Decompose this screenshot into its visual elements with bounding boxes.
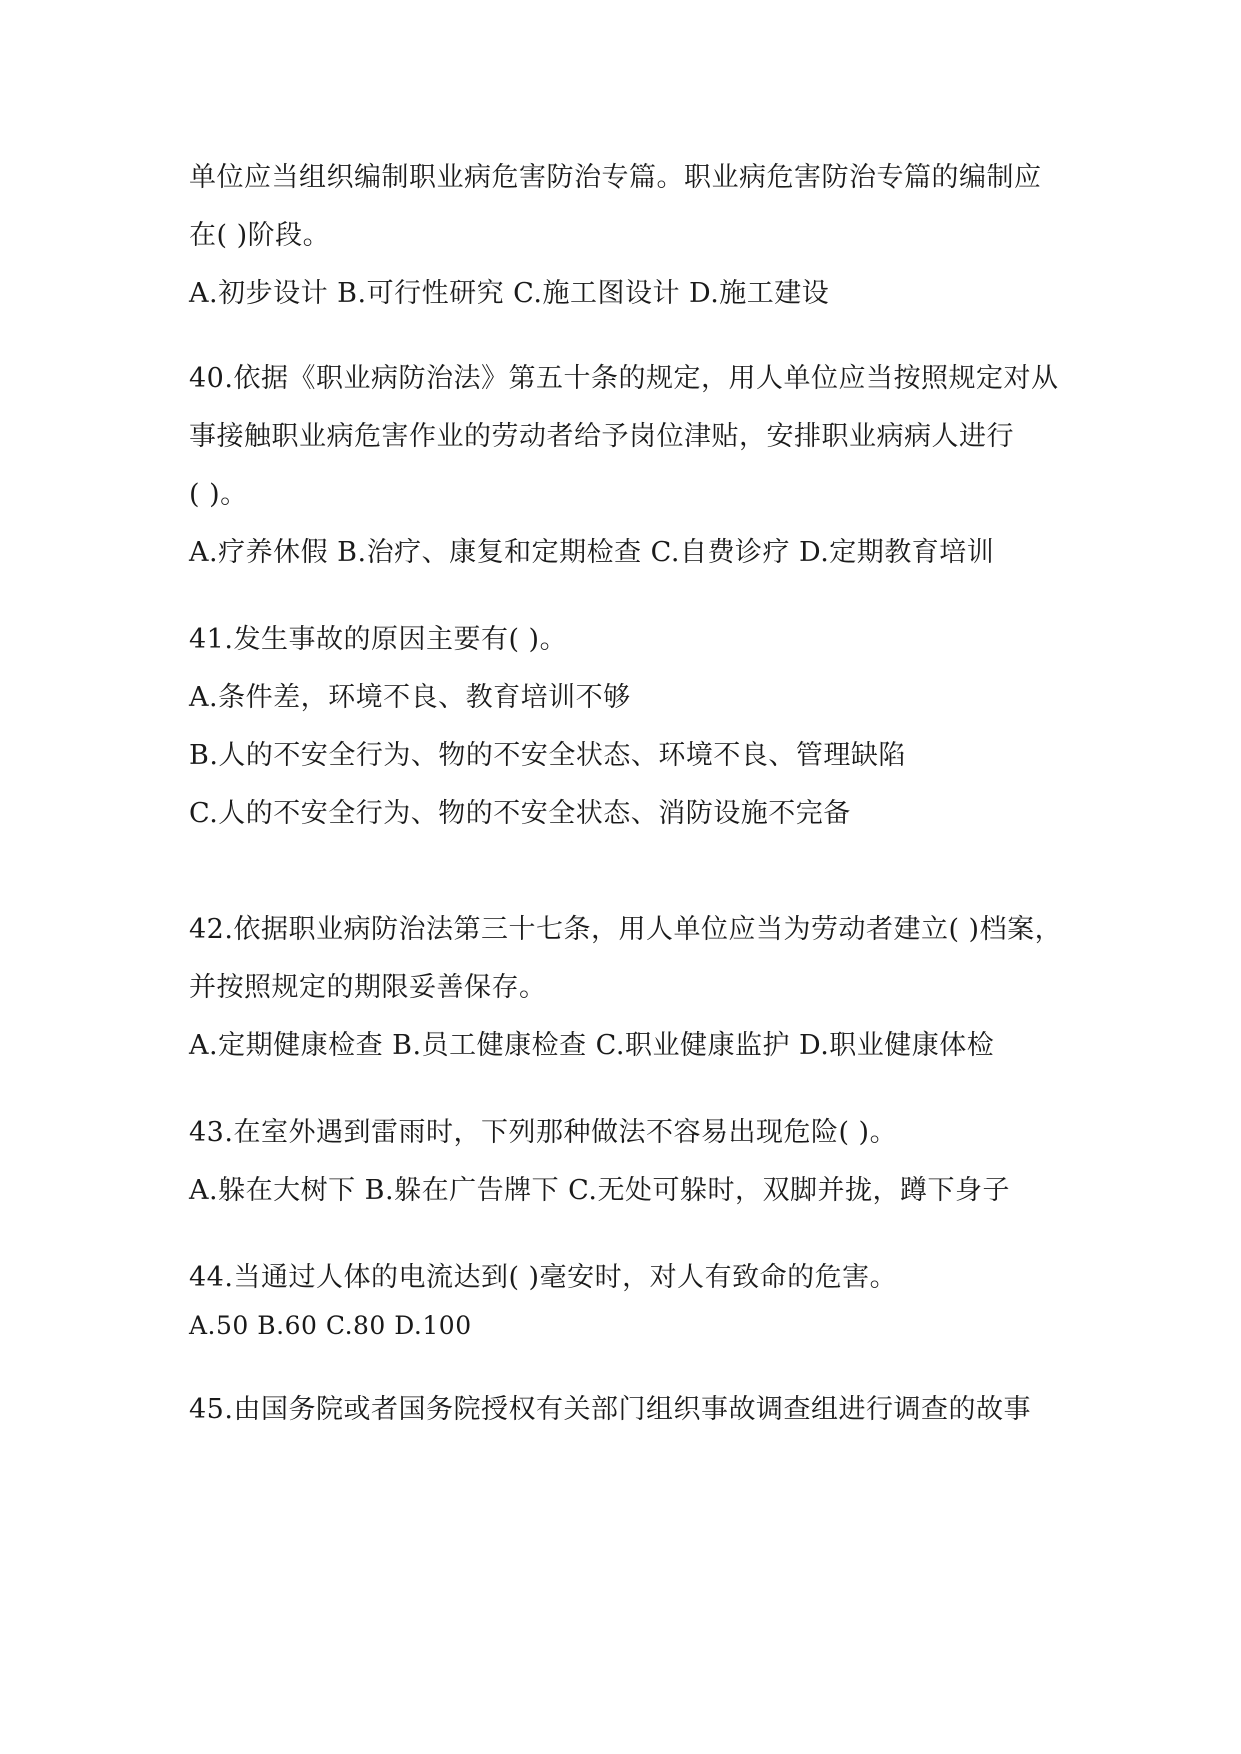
question-44: 44.当通过人体的电流达到( )毫安时，对人有致命的危害。 bbox=[189, 1262, 898, 1293]
question-42: 42.依据职业病防治法第三十七条，用人单位应当为劳动者建立( )档案， bbox=[189, 914, 1063, 945]
answer-options: A.50 B.60 C.80 D.100 bbox=[189, 1311, 472, 1340]
text-line: ( )。 bbox=[189, 479, 248, 510]
answer-options: A.定期健康检查 B.员工健康检查 C.职业健康监护 D.职业健康体检 bbox=[189, 1030, 995, 1061]
text-line: 事接触职业病危害作业的劳动者给予岗位津贴，安排职业病病人进行 bbox=[189, 421, 1014, 452]
answer-option: A.条件差，环境不良、教育培训不够 bbox=[189, 682, 631, 713]
question-43: 43.在室外遇到雷雨时，下列那种做法不容易出现危险( )。 bbox=[189, 1117, 898, 1148]
answer-option: C.人的不安全行为、物的不安全状态、消防设施不完备 bbox=[189, 798, 851, 829]
answer-options: A.初步设计 B.可行性研究 C.施工图设计 D.施工建设 bbox=[189, 278, 830, 309]
text-line: 在( )阶段。 bbox=[189, 220, 331, 251]
question-41: 41.发生事故的原因主要有( )。 bbox=[189, 624, 568, 655]
text-line: 单位应当组织编制职业病危害防治专篇。职业病危害防治专篇的编制应 bbox=[189, 162, 1042, 193]
answer-options: A.疗养休假 B.治疗、康复和定期检查 C.自费诊疗 D.定期教育培训 bbox=[189, 537, 995, 568]
text-line: 并按照规定的期限妥善保存。 bbox=[189, 972, 547, 1003]
answer-option: B.人的不安全行为、物的不安全状态、环境不良、管理缺陷 bbox=[189, 740, 906, 771]
question-45: 45.由国务院或者国务院授权有关部门组织事故调查组进行调查的故事 bbox=[189, 1394, 1031, 1425]
answer-options: A.躲在大树下 B.躲在广告牌下 C.无处可躲时，双脚并拢，蹲下身子 bbox=[189, 1175, 1010, 1206]
question-40: 40.依据《职业病防治法》第五十条的规定，用人单位应当按照规定对从 bbox=[189, 363, 1059, 394]
